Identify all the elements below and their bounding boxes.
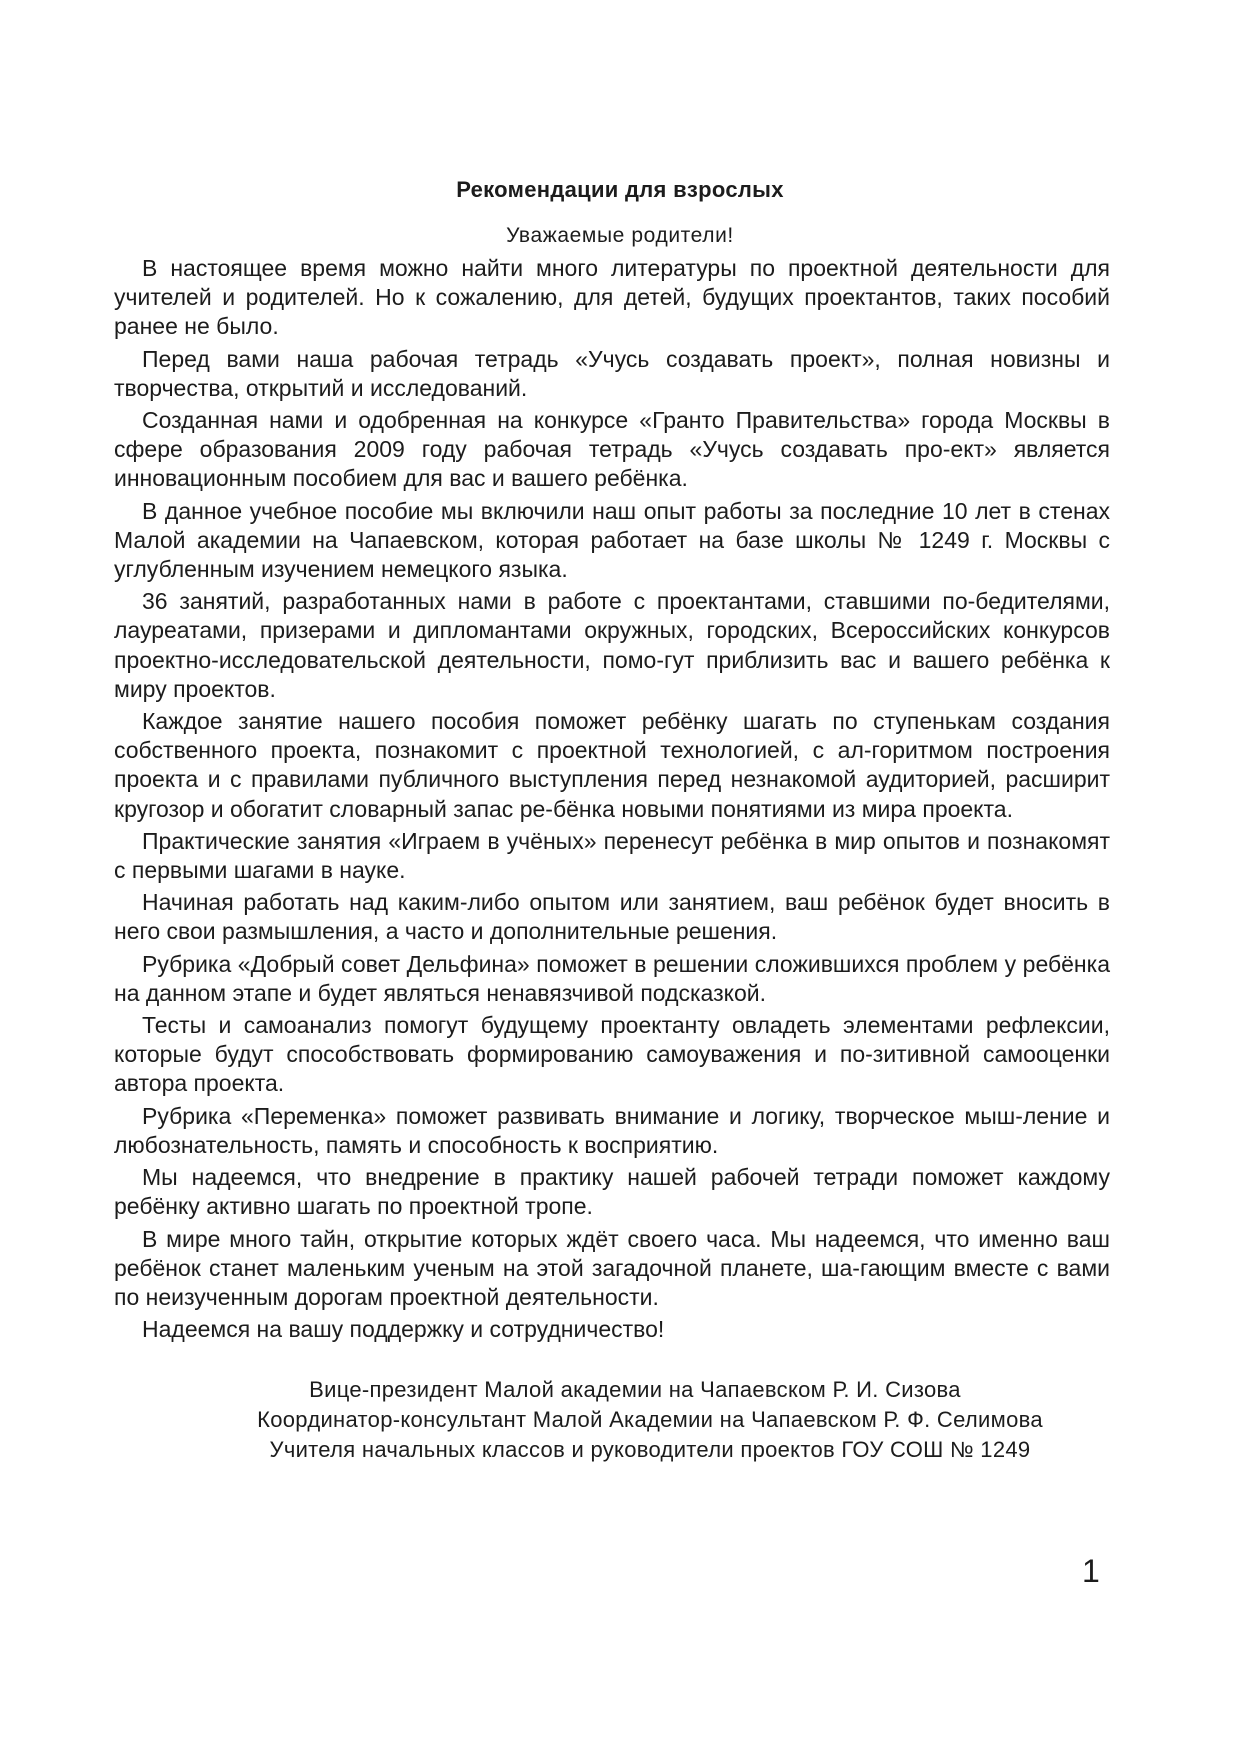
- paragraph: Перед вами наша рабочая тетрадь «Учусь создавать проект», полная новизны и творчества, открытий и исследований.: [114, 345, 1110, 401]
- signature-line: Вице-президент Малой академии на Чапаевском Р. И. Сизова: [309, 1377, 961, 1402]
- paragraph: Практические занятия «Играем в учёных» перенесут ребёнка в мир опытов и познакомят с первыми шагами в науке.: [114, 827, 1110, 884]
- paragraph: 36 занятий, разработанных нами в работе с проектантами, ставшими по-бедителями, лауреатами, призерами и дипломантами окружных, городских, Всероссийских конкурсов проектно-исследовательской деятельности, помо-гут приблизить вас и вашего ребёнка к миру проектов.: [114, 588, 1110, 702]
- page-heading: Рекомендации для взрослых: [456, 177, 784, 202]
- paragraph: Тесты и самоанализ помогут будущему проектанту овладеть элементами рефлексии, которые будут способствовать формированию самоуважения и по-зитивной самооценки автора проекта.: [114, 1012, 1110, 1097]
- paragraph: Рубрика «Добрый совет Дельфина» поможет в решении сложившихся проблем у ребёнка на данном этапе и будет являться ненавязчивой подсказкой.: [114, 950, 1110, 1006]
- paragraph: В данное учебное пособие мы включили наш опыт работы за последние 10 лет в стенах Малой академии на Чапаевском, которая работает на базе школы № 1249 г. Москвы с углубленным изучением немецкого языка.: [114, 497, 1110, 583]
- signature-block: [0, 1375, 1240, 1465]
- paragraph: Рубрика «Переменка» поможет развивать внимание и логику, творческое мыш-ление и любознательность, память и способность к восприятию.: [114, 1102, 1110, 1158]
- signature-line: Координатор-консультант Малой Академии на Чапаевском Р. Ф. Селимова: [257, 1407, 1043, 1432]
- signature-line: Учителя начальных классов и руководители проектов ГОУ СОШ № 1249: [269, 1437, 1031, 1462]
- paragraph: Каждое занятие нашего пособия поможет ребёнку шагать по ступенькам создания собственного проекта, познакомит с проектной технологией, с ал-горитмом построения проекта и с правилами публичного выступления перед незнакомой аудиторией, расширит кругозор и обогатит словарный запас ре-бёнка новыми понятиями из мира проекта.: [114, 708, 1110, 822]
- page-number: 1: [1082, 1553, 1100, 1589]
- paragraph: В настоящее время можно найти много литературы по проектной деятельности для учителей и родителей. Но к сожалению, для детей, будущих проектантов, таких пособий ранее не было.: [114, 255, 1110, 340]
- paragraph: Надеемся на вашу поддержку и сотрудничество!: [142, 1316, 665, 1343]
- paragraph: Начиная работать над каким-либо опытом или занятием, ваш ребёнок будет вносить в него свои размышления, а часто и дополнительные решения.: [114, 889, 1110, 945]
- paragraph: Мы надеемся, что внедрение в практику нашей рабочей тетради поможет каждому ребёнку активно шагать по проектной тропе.: [114, 1164, 1110, 1220]
- salutation: Уважаемые родители!: [506, 224, 734, 247]
- paragraph: Созданная нами и одобренная на конкурсе «Гранто Правительства» города Москвы в сфере образования 2009 году рабочая тетрадь «Учусь создавать про-ект» является инновационным пособием для вас и вашего ребёнка.: [114, 407, 1110, 492]
- paragraph: В мире много тайн, открытие которых ждёт своего часа. Мы надеемся, что именно ваш ребёнок станет маленьким ученым на этой загадочной планете, ша-гающим вместе с вами по неизученным дорогам проектной деятельности.: [114, 1225, 1110, 1310]
- body-text: [114, 254, 1110, 1347]
